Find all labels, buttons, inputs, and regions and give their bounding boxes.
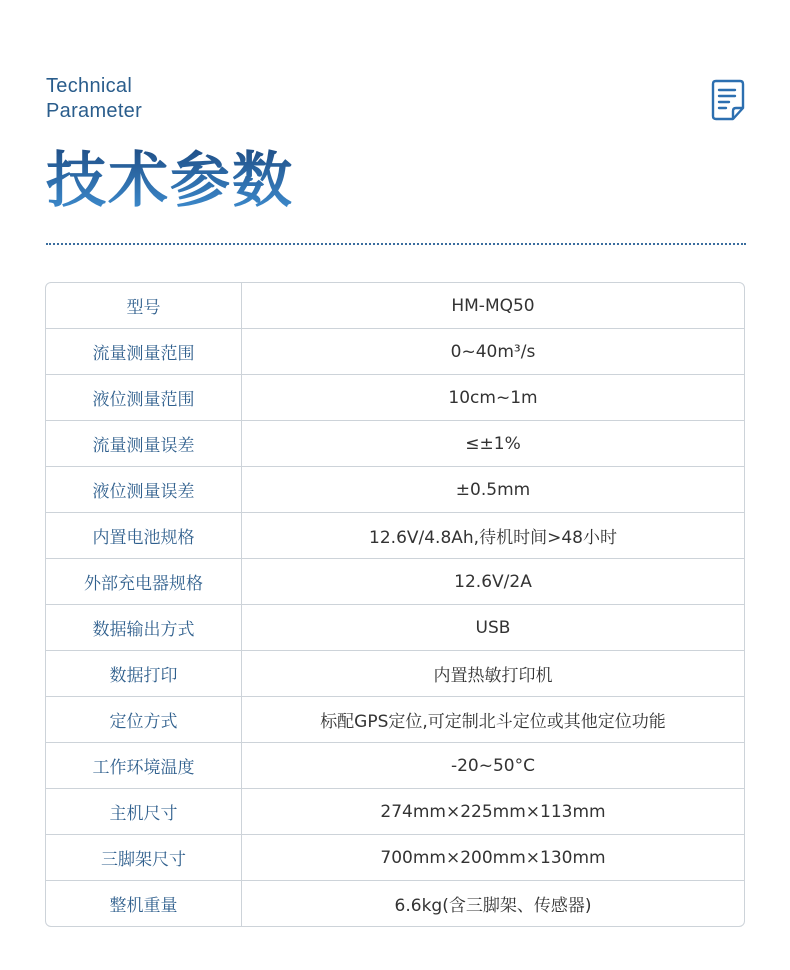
spec-label: 定位方式 xyxy=(46,697,242,742)
page-title: 技术参数 xyxy=(46,146,294,216)
spec-value: ≤±1% xyxy=(465,433,521,454)
spec-label: 三脚架尺寸 xyxy=(46,835,242,880)
table-row xyxy=(46,650,744,696)
spec-label: 数据打印 xyxy=(46,651,242,696)
spec-label: 液位测量误差 xyxy=(46,467,242,512)
table-row xyxy=(46,512,744,558)
table-row xyxy=(46,604,744,650)
spec-label: 流量测量范围 xyxy=(46,329,242,374)
spec-value: 12.6V/4.8Ah,待机时间>48小时 xyxy=(369,528,617,548)
spec-label: 内置电池规格 xyxy=(46,513,242,558)
table-row xyxy=(46,558,744,604)
spec-label: 整机重量 xyxy=(46,881,242,926)
spec-value: 0~40m³/s xyxy=(450,341,536,362)
spec-value: 274mm×225mm×113mm xyxy=(380,801,606,822)
table-row xyxy=(46,696,744,742)
table-row xyxy=(46,466,744,512)
spec-value: HM-MQ50 xyxy=(451,295,535,316)
table-row xyxy=(46,420,744,466)
spec-value: 700mm×200mm×130mm xyxy=(380,847,606,868)
spec-table xyxy=(45,282,745,927)
table-row xyxy=(46,328,744,374)
spec-value: USB xyxy=(475,617,511,638)
table-row xyxy=(46,834,744,880)
spec-value: 标配GPS定位,可定制北斗定位或其他定位功能 xyxy=(320,712,666,732)
spec-value: 内置热敏打印机 xyxy=(433,666,553,686)
spec-label: 主机尺寸 xyxy=(46,789,242,834)
spec-label: 液位测量范围 xyxy=(46,375,242,420)
table-row xyxy=(46,788,744,834)
subtitle-technical: Technical xyxy=(46,75,133,97)
table-row xyxy=(46,374,744,420)
spec-label: 流量测量误差 xyxy=(46,421,242,466)
spec-label: 工作环境温度 xyxy=(46,743,242,788)
table-row xyxy=(46,283,744,328)
dotted-divider xyxy=(46,243,746,245)
spec-label: 型号 xyxy=(46,283,242,328)
spec-value: 12.6V/2A xyxy=(454,571,532,592)
spec-label: 数据输出方式 xyxy=(46,605,242,650)
document-icon xyxy=(711,79,745,121)
table-row xyxy=(46,742,744,788)
subtitle-parameter: Parameter xyxy=(46,100,143,122)
spec-value: 6.6kg(含三脚架、传感器) xyxy=(394,896,592,916)
spec-value: 10cm~1m xyxy=(448,387,538,408)
section-header xyxy=(46,74,746,124)
spec-label: 外部充电器规格 xyxy=(46,559,242,604)
spec-value: -20~50°C xyxy=(450,755,535,776)
table-row xyxy=(46,880,744,926)
spec-value: ±0.5mm xyxy=(455,479,531,500)
